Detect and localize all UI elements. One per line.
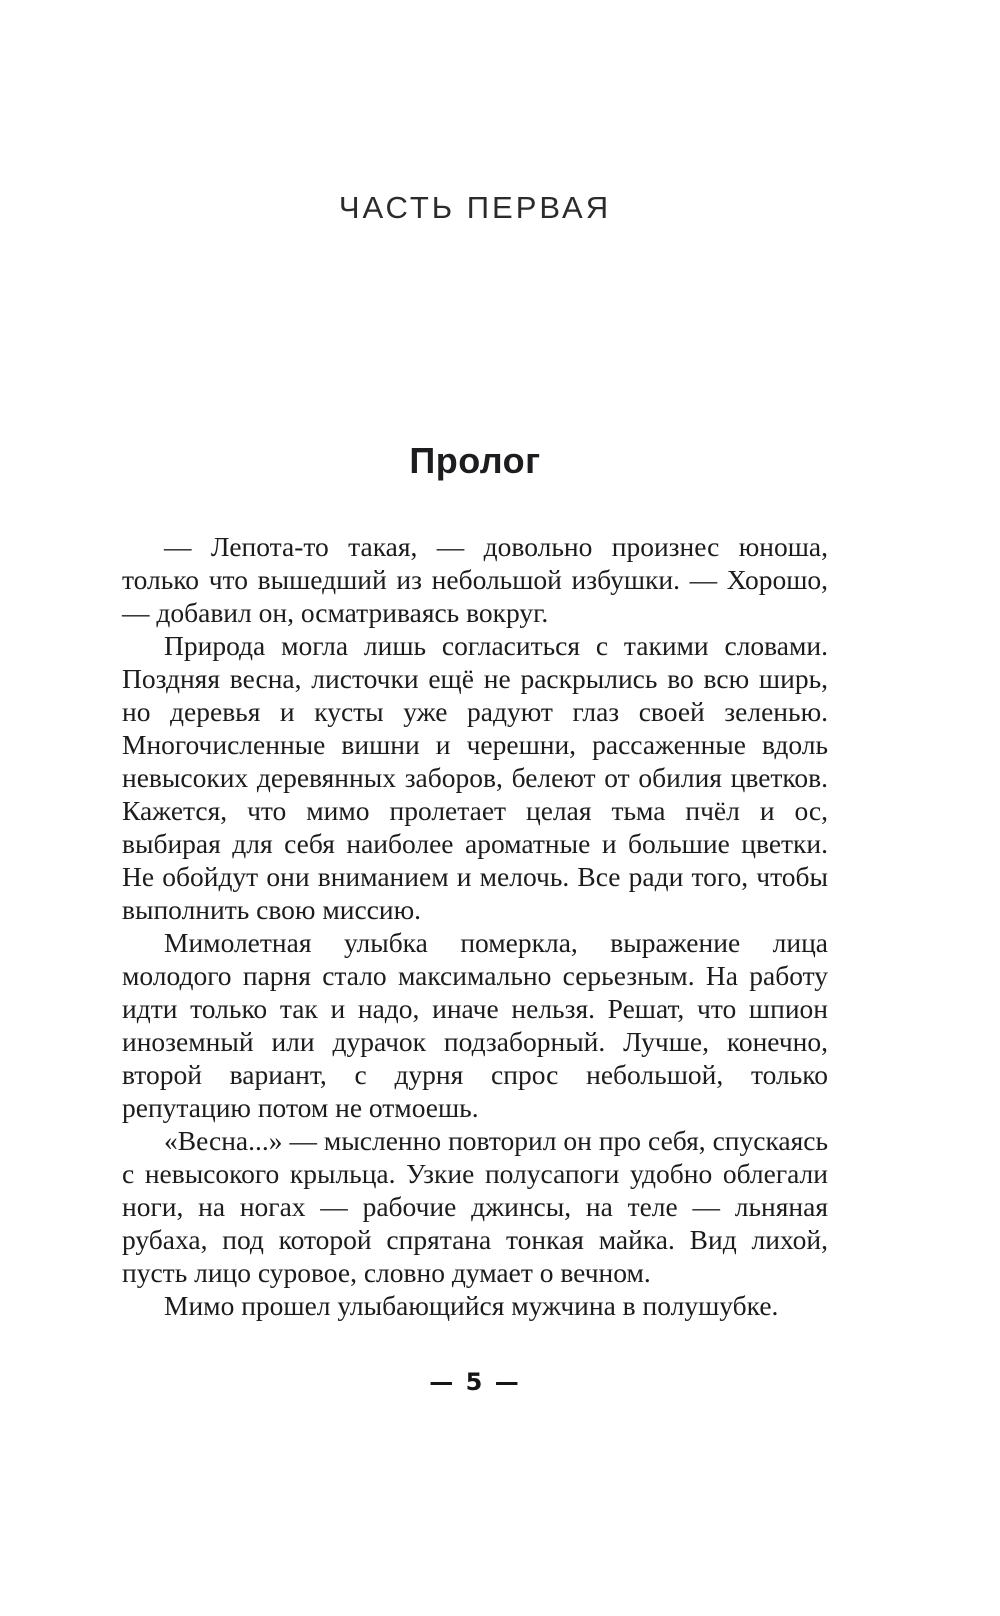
part-header: ЧАСТЬ ПЕРВАЯ bbox=[338, 190, 612, 225]
page-number: — 5 — bbox=[429, 1368, 521, 1396]
chapter-title: Пролог bbox=[409, 440, 541, 481]
body-text bbox=[122, 530, 828, 1322]
paragraph: Природа могла лишь согласиться с такими словами. Поздняя весна, листочки ещё не раскрылись во всю ширь, но деревья и кусты уже радуют глаз своей зеленью. Многочисленные вишни и черешни, рассаженные вдоль невысоких деревянных заборов, белеют от обилия цветков. Кажется, что мимо пролетает целая тьма пчёл и ос, выбирая для себя наиболее ароматные и большие цветки. Не обойдут они вниманием и мелочь. Все ради того, чтобы выполнить свою миссию. bbox=[122, 630, 828, 925]
paragraph: «Весна...» — мысленно повторил он про себя, спускаясь с невысокого крыльца. Узкие полусапоги удобно облегали ноги, на ногах — рабочие джинсы, на теле — льняная рубаха, под которой спрятана тонкая майка. Вид лихой, пусть лицо суровое, словно думает о вечном. bbox=[122, 1125, 828, 1288]
paragraph: — Лепота-то такая, — довольно произнес юноша, только что вышедший из небольшой избушки. — Хорошо, — добавил он, осматриваясь вокруг. bbox=[122, 531, 828, 628]
paragraph: Мимо прошел улыбающийся мужчина в полушубке. bbox=[164, 1290, 779, 1321]
paragraph: Мимолетная улыбка померкла, выражение лица молодого парня стало максимально серьезным. На работу идти только так и надо, иначе нельзя. Решат, что шпион иноземный или дурачок подзаборный. Лучше, конечно, второй вариант, с дурня спрос небольшой, только репутацию потом не отмоешь. bbox=[122, 927, 828, 1123]
text-block bbox=[122, 0, 828, 1322]
